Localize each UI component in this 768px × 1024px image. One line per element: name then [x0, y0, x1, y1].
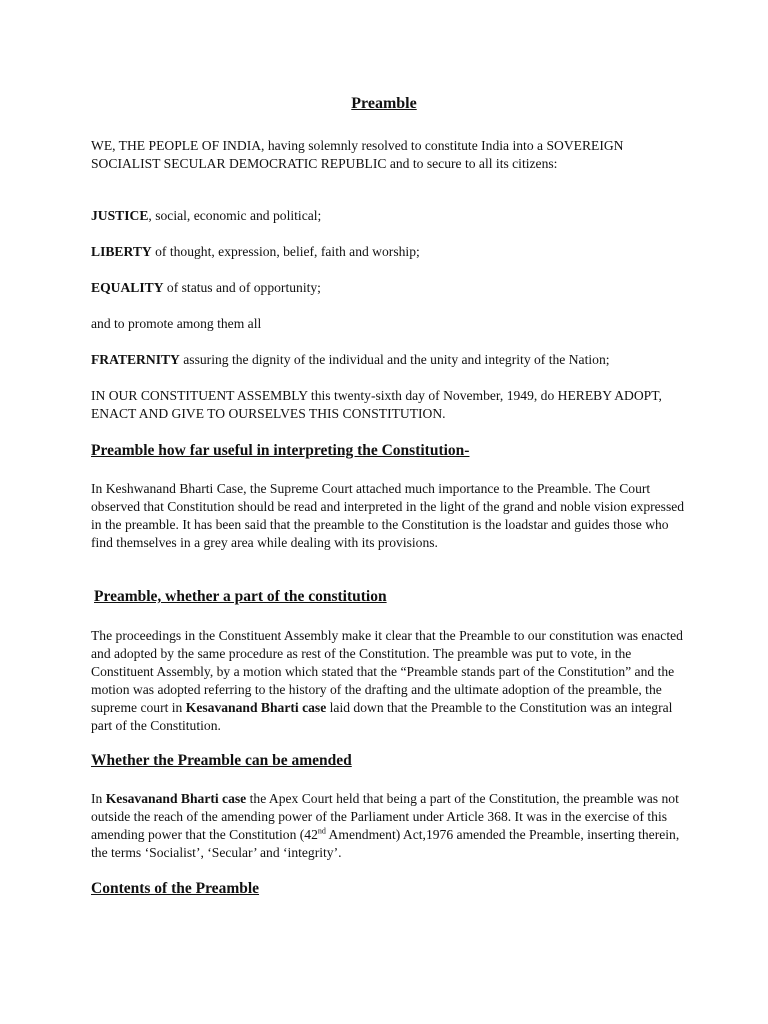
- equality-text: of status and of opportunity;: [163, 280, 321, 295]
- section-body-part-of-constitution: [91, 627, 691, 735]
- preamble-closing: IN OUR CONSTITUENT ASSEMBLY this twenty-sixth day of November, 1949, do HEREBY ADOPT, ENACT AND GIVE TO OURSELVES THIS CONSTITUTION.: [91, 388, 662, 421]
- body-text: the Apex Court held that being a part of the Constitution, the preamble was not outside the reach of the amending power of the Parliament under Article 368. It was in the exercise of this amending power that the Constitution (42: [91, 791, 679, 842]
- fraternity-term: FRATERNITY: [91, 352, 180, 367]
- section-heading-part-of-constitution: Preamble, whether a part of the constitution: [94, 588, 387, 605]
- fraternity-text: assuring the dignity of the individual and the unity and integrity of the Nation;: [179, 352, 610, 367]
- body-text: The proceedings in the Constituent Assembly make it clear that the Preamble to our constitution was enacted and adopted by the same procedure as rest of the Constitution. The preamble was put to vote, in the Constituent Assembly, by a motion which stated that the “Preamble stands part of the Constitution” and the motion was adopted referring to the history of the drafting and the ultimate adoption of the preamble, the supreme court in: [91, 628, 683, 715]
- liberty-term: LIBERTY: [91, 244, 152, 259]
- body-text: laid down that the Preamble to the Constitution was an integral part of the Constitution.: [91, 700, 673, 733]
- case-name: Kesavanand Bharti case: [185, 700, 327, 715]
- ordinal-suffix: nd: [317, 826, 326, 836]
- case-name: Kesavanand Bharti case: [105, 791, 247, 806]
- liberty-text: of thought, expression, belief, faith and worship;: [151, 244, 420, 259]
- preamble-justice: [91, 207, 691, 225]
- section-body-amended: [91, 790, 691, 862]
- section-heading-interpreting: Preamble how far useful in interpreting the Constitution-: [91, 442, 470, 459]
- body-text: In: [91, 791, 106, 806]
- section-body-interpreting: In Keshwanand Bharti Case, the Supreme Court attached much importance to the Preamble. The Court observed that Constitution should be read and interpreted in the light of the grand and noble vision expressed in the preamble. It has been said that the preamble to the Constitution is the loadstar and guides those who find themselves in a grey area while dealing with its provisions.: [91, 481, 685, 550]
- preamble-liberty: [91, 243, 691, 261]
- justice-term: JUSTICE: [91, 208, 149, 223]
- preamble-equality: [91, 279, 691, 297]
- section-heading-contents: Contents of the Preamble: [91, 880, 260, 897]
- page-title: Preamble: [351, 95, 417, 112]
- preamble-intro: WE, THE PEOPLE OF INDIA, having solemnly resolved to constitute India into a SOVEREIGN SOCIALIST SECULAR DEMOCRATIC REPUBLIC and to secure to all its citizens:: [91, 138, 624, 171]
- equality-term: EQUALITY: [91, 280, 164, 295]
- section-heading-amended: Whether the Preamble can be amended: [91, 752, 352, 769]
- preamble-promote: and to promote among them all: [91, 316, 262, 331]
- body-text: Amendment) Act,1976 amended the Preamble, inserting therein, the terms ‘Socialist’, ‘Secular’ and ‘integrity’.: [91, 827, 680, 860]
- justice-text: , social, economic and political;: [148, 208, 322, 223]
- preamble-fraternity: [91, 351, 691, 369]
